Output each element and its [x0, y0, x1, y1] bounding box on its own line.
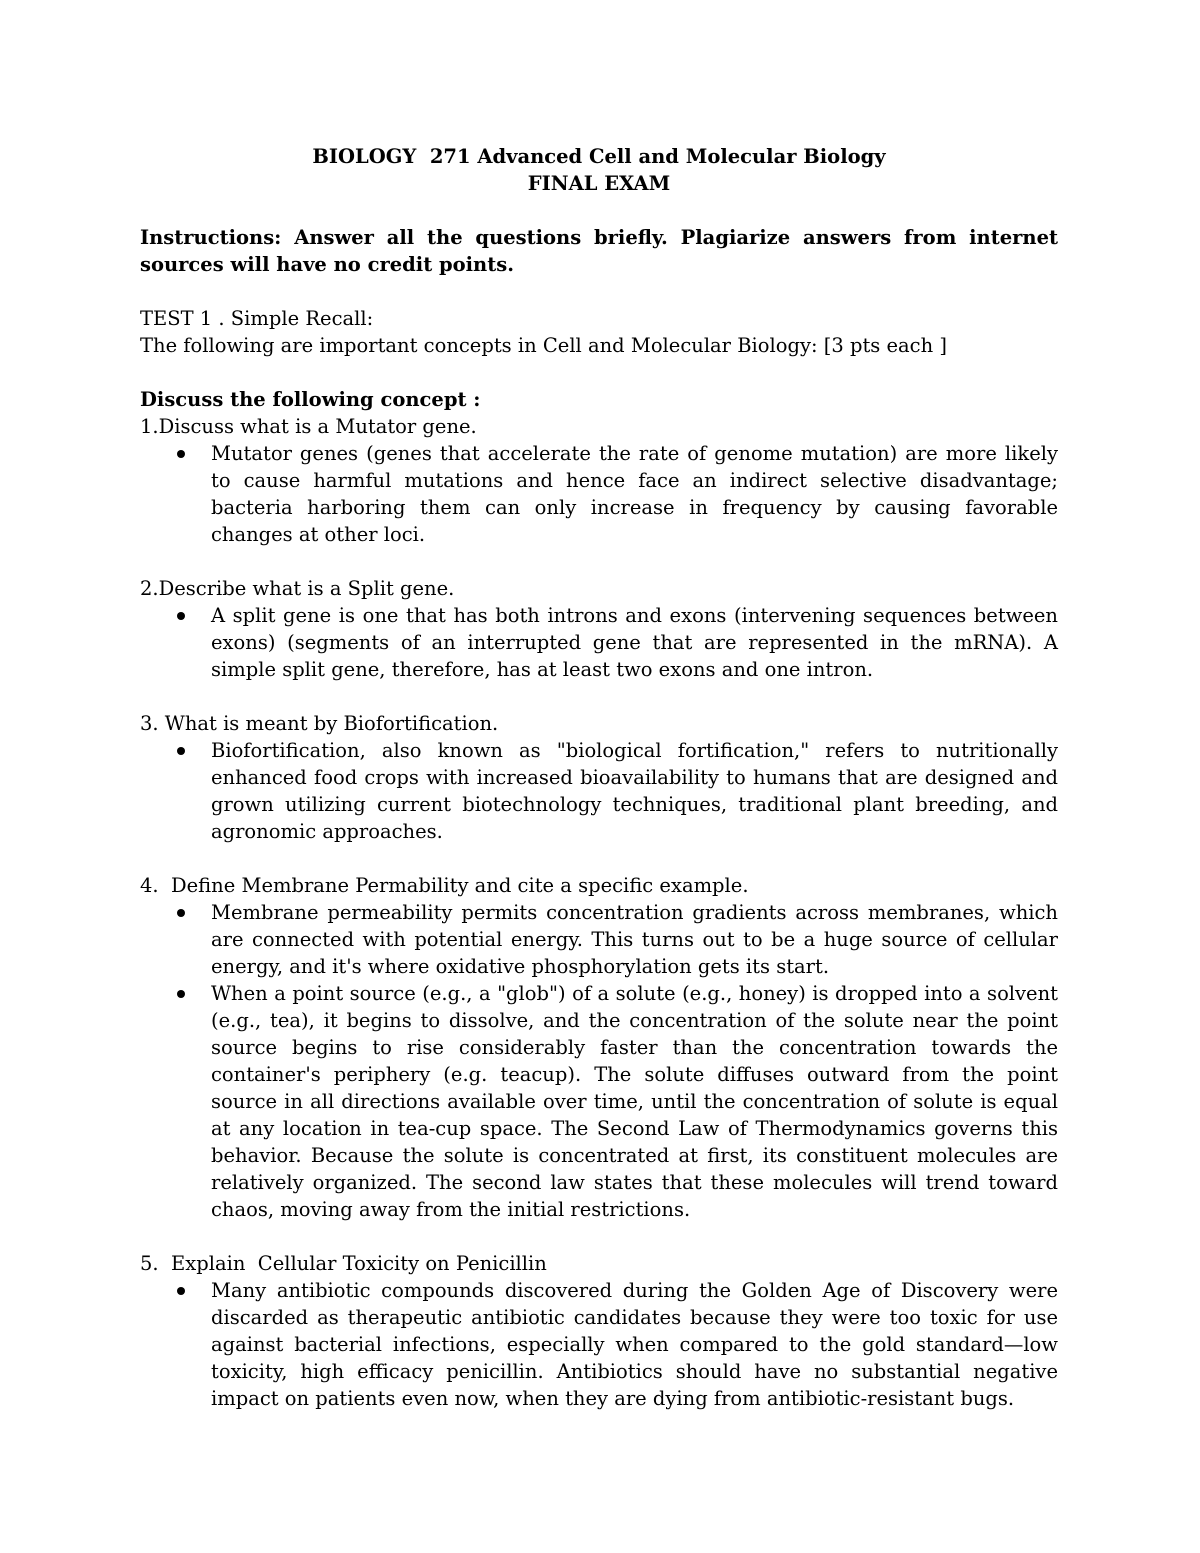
bullet-icon [177, 909, 185, 917]
answer-item [140, 1277, 1058, 1412]
answer-text: When a point source (e.g., a "glob") of a solute (e.g., honey) is dropped into a solvent (e.g., tea), it begins to dissolve, and the concentration of the solute near the point source begins to rise considerably faster than the concentration towards the container's periphery (e.g. teacup). The solute diffuses outward from the point source in all directions available over time, until the concentration of solute is equal at any location in tea-cup space. The Second Law of Thermodynamics governs this behavior. Because the solute is concentrated at first, its constituent molecules are relatively organized. The second law states that these molecules will trend toward chaos, moving away from the initial restrictions. [211, 982, 1058, 1221]
answer-list [140, 440, 1058, 548]
question-4: 4. Define Membrane Permability and cite a specific example. [140, 874, 749, 897]
answer-item [140, 899, 1058, 980]
answer-text: Biofortification, also known as "biological fortification," refers to nutritionally enhanced food crops with increased bioavailability to humans that are designed and grown utilizing current biotechnology techniques, traditional plant breeding, and agronomic approaches. [211, 739, 1058, 843]
answer-item [140, 602, 1058, 683]
answer-text: Many antibiotic compounds discovered during the Golden Age of Discovery were discarded as therapeutic antibiotic candidates because they were too toxic for use against bacterial infections, especially when compared to the gold standard—low toxicity, high efficacy penicillin. Antibiotics should have no substantial negative impact on patients even now, when they are dying from antibiotic-resistant bugs. [211, 1279, 1058, 1410]
bullet-icon [177, 1287, 185, 1295]
answer-item [140, 737, 1058, 845]
bullet-icon [177, 450, 185, 458]
answer-text: A split gene is one that has both introns and exons (intervening sequences between exons) (segments of an interrupted gene that are represented in the mRNA). A simple split gene, therefore, has at least two exons and one intron. [211, 604, 1058, 681]
instructions: Instructions: Answer all the questions briefly. Plagiarize answers from internet sources will have no credit points. [140, 226, 1072, 276]
answer-list [140, 602, 1058, 683]
bullet-icon [177, 747, 185, 755]
question-5: 5. Explain Cellular Toxicity on Penicillin [140, 1252, 547, 1275]
answer-item [140, 440, 1058, 548]
test-section [140, 305, 1058, 359]
exam-subtitle: FINAL EXAM [527, 172, 671, 195]
answer-text: Mutator genes (genes that accelerate the rate of genome mutation) are more likely to cause harmful mutations and hence face an indirect selective disadvantage; bacteria harboring them can only increase in frequency by causing favorable changes at other loci. [211, 442, 1058, 546]
question-3: 3. What is meant by Biofortification. [140, 712, 499, 735]
answer-list [140, 737, 1058, 845]
bullet-icon [177, 612, 185, 620]
answer-list [140, 899, 1058, 1223]
test-description: The following are important concepts in Cell and Molecular Biology: [3 pts each ] [140, 334, 947, 357]
test-heading: TEST 1 . Simple Recall: [140, 307, 374, 330]
question-list [140, 413, 1058, 1412]
discuss-heading: Discuss the following concept : [140, 388, 481, 411]
course-title: BIOLOGY 271 Advanced Cell and Molecular Biology [312, 145, 886, 168]
bullet-icon [177, 990, 185, 998]
answer-item [140, 980, 1058, 1223]
exam-page [140, 143, 1072, 1439]
exam-header [140, 143, 1058, 197]
question-1: 1.Discuss what is a Mutator gene. [140, 415, 477, 438]
answer-text: Membrane permeability permits concentration gradients across membranes, which are connected with potential energy. This turns out to be a huge source of cellular energy, and it's where oxidative phosphorylation gets its start. [211, 901, 1058, 978]
question-2: 2.Describe what is a Split gene. [140, 577, 455, 600]
answer-list [140, 1277, 1058, 1412]
